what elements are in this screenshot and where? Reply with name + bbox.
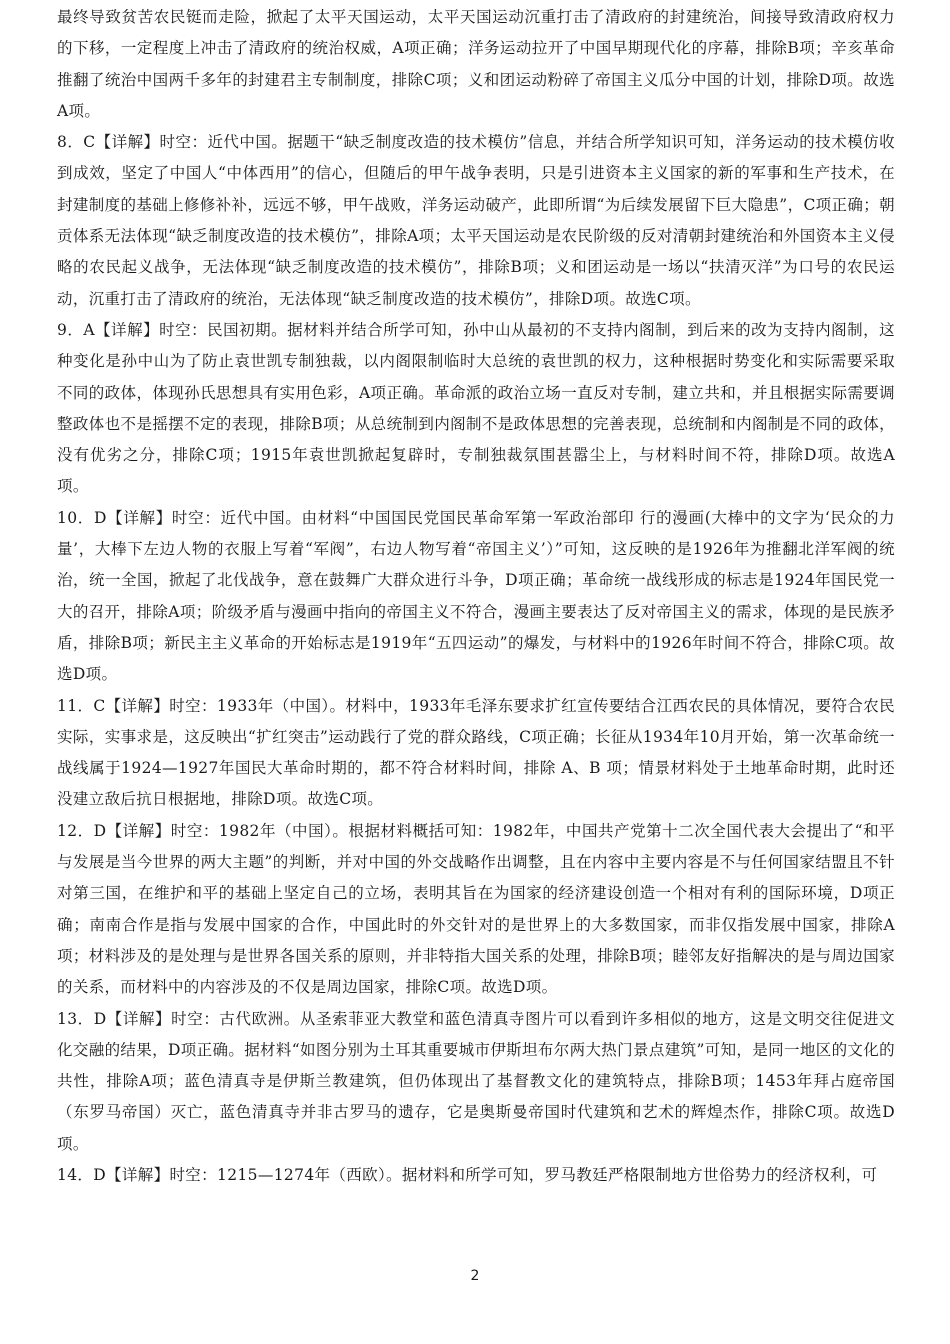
answer-11: 11．C【详解】时空：1933年（中国）。材料中，1933年毛泽东要求扩红宣传要结合江西农民的具体情况，要符合农民实际，实事求是，这反映出“扩红突击”运动践行了党的群众路线，C项正确；长征从1934年10月开始，第一次革命统一战线属于1924—1927年国民大革命时期的，都不符合材料时间，排除 A、B 项；情景材料处于土地革命时期，此时还没建立敌后抗日根据地，排除D项。故选C项。 <box>57 696 895 809</box>
page-number: 2 <box>470 1268 480 1284</box>
document-body <box>57 0 895 1191</box>
answer-14: 14．D【详解】时空：1215—1274年（西欧）。据材料和所学可知，罗马教廷严格限制地方世俗势力的经济权利，可 <box>57 1165 878 1184</box>
answer-13: 13．D【详解】时空：古代欧洲。从圣索菲亚大教堂和蓝色清真寺图片可以看到许多相似的地方，这是文明交往促进文化交融的结果，D项正确。据材料“如图分别为土耳其重要城市伊斯坦布尔两大热门景点建筑”可知，是同一地区的文化的共性，排除A项；蓝色清真寺是伊斯兰教建筑，但仍体现出了基督教文化的建筑特点，排除B项；1453年拜占庭帝国（东罗马帝国）灭亡，蓝色清真寺并非古罗马的遗存，它是奥斯曼帝国时代建筑和艺术的辉煌杰作，排除C项。故选D项。 <box>57 1009 895 1153</box>
answer-9: 9．A【详解】时空：民国初期。据材料并结合所学可知，孙中山从最初的不支持内阁制，到后来的改为支持内阁制，这种变化是孙中山为了防止袁世凯专制独裁，以内阁限制临时大总统的袁世凯的权力，这种根据时势变化和实际需要采取不同的政体，体现孙氏思想具有实用色彩，A项正确。革命派的政治立场一直反对专制，建立共和，并且根据实际需要调整政体也不是摇摆不定的表现，排除B项；从总统制到内阁制不是政体思想的完善表现，总统制和内阁制是不同的政体，没有优劣之分，排除C项；1915年袁世凯掀起复辟时，专制独裁氛围甚嚣尘上，与材料时间不符，排除D项。故选A项。 <box>57 320 895 496</box>
answer-8: 8．C【详解】时空：近代中国。据题干“缺乏制度改造的技术模仿”信息，并结合所学知识可知，洋务运动的技术模仿收到成效，坚定了中国人“中体西用”的信心，但随后的甲午战争表明，只是引进资本主义国家的新的军事和生产技术，在封建制度的基础上修修补补，远远不够，甲午战败，洋务运动破产，此即所谓“为后续发展留下巨大隐患”，C项正确；朝贡体系无法体现“缺乏制度改造的技术模仿”，排除A项；太平天国运动是农民阶级的反对清朝封建统治和外国资本主义侵略的农民起义战争，无法体现“缺乏制度改造的技术模仿”，排除B项；义和团运动是一场以“扶清灭洋”为口号的农民运动，沉重打击了清政府的统治，无法体现“缺乏制度改造的技术模仿”，排除D项。故选C项。 <box>57 133 895 308</box>
answer-12: 12．D【详解】时空：1982年（中国）。根据材料概括可知：1982年，中国共产党第十二次全国代表大会提出了“和平与发展是当今世界的两大主题”的判断，并对中国的外交战略作出调整，且在内容中主要内容是不与任何国家结盟且不针对第三国，在维护和平的基础上坚定自己的立场，表明其旨在为国家的经济建设创造一个相对有利的国际环境，D项正确；南南合作是指与发展中国家的合作，中国此时的外交针对的是世界上的大多数国家，而非仅指发展中国家，排除A项；材料涉及的是处理与是世界各国关系的原则，并非特指大国关系的处理，排除B项；睦邻友好指解决的是与周边国家的关系，而材料中的内容涉及的不仅是周边国家，排除C项。故选D项。 <box>57 821 895 997</box>
paragraph-continuation: 最终导致贫苦农民铤而走险，掀起了太平天国运动，太平天国运动沉重打击了清政府的封建统治，间接导致清政府权力的下移，一定程度上冲击了清政府的统治权威，A项正确；洋务运动拉开了中国早期现代化的序幕，排除B项；辛亥革命推翻了统治中国两千多年的封建君主专制制度，排除C项；义和团运动粉碎了帝国主义瓜分中国的计划，排除D项。故选A项。 <box>57 8 895 120</box>
answer-10: 10．D【详解】时空：近代中国。由材料“中国国民党国民革命军第一军政治部印 行的漫画(大棒中的文字为‘民众的力量’，大棒下左边人物的衣服上写着“军阀”，右边人物写着“帝国主义’）”可知，这反映的是1926年为推翻北洋军阀的统治，统一全国，掀起了北伐战争，意在鼓舞广大群众进行斗争，D项正确；革命统一战线形成的标志是1924年国民党一大的召开，排除A项；阶级矛盾与漫画中指向的帝国主义不符合，漫画主要表达了反对帝国主义的需求，体现的是民族矛盾，排除B项；新民主主义革命的开始标志是1919年“五四运动”的爆发，与材料中的1926年时间不符合，排除C项。故选D项。 <box>57 508 895 684</box>
